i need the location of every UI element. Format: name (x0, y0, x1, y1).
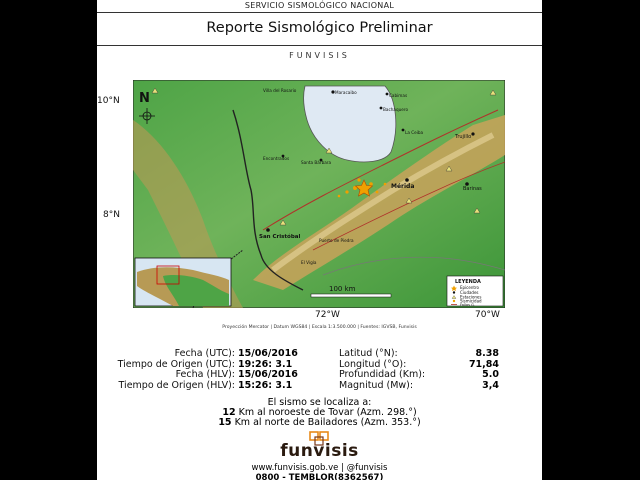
place-label: Encontrados (263, 156, 290, 161)
info-label: Latitud (°N): (339, 348, 398, 359)
scale-label: 100 km (329, 285, 356, 293)
place-label: Cabimas (389, 93, 408, 98)
report-title: Reporte Sismológico Preliminar (206, 20, 433, 36)
header-rule-top (97, 12, 542, 13)
info-label: Fecha (HLV): (175, 369, 235, 380)
info-row (339, 381, 539, 392)
location-heading: El sismo se localiza a: (267, 397, 372, 408)
location-text: Km al noroeste de Tovar (Azm. 298.°) (238, 407, 417, 418)
info-row (105, 349, 310, 360)
info-value: 8.38 (475, 348, 499, 359)
event-parameters (339, 349, 539, 391)
info-label: Profundidad (Km): (339, 369, 426, 380)
info-label: Tiempo de Origen (HLV): (118, 379, 235, 391)
location-distance: 12 (222, 407, 236, 418)
place-label: El Vigía (301, 260, 317, 265)
place-label: San Cristóbal (259, 234, 301, 240)
info-value: 3,4 (482, 379, 499, 391)
event-times (105, 349, 310, 391)
lon-label-72w: 72°W (315, 310, 340, 320)
info-row (339, 370, 539, 381)
place-label: Puerto de Piedra (319, 238, 354, 243)
location-text: Km al norte de Bailadores (Azm. 353.°) (234, 417, 421, 428)
place-label: Villa del Rosario (263, 88, 297, 93)
info-value: 5.0 (482, 369, 499, 380)
agency-header: SERVICIO SISMOLÓGICO NACIONAL (244, 1, 395, 10)
location-line (97, 417, 542, 428)
info-row (105, 370, 310, 381)
contact-web[interactable]: www.funvisis.gob.ve | @funvisis (251, 463, 388, 473)
legend-title: LEYENDA (455, 279, 481, 285)
info-value: 71,84 (468, 358, 499, 370)
place-label: Maracaibo (335, 90, 357, 95)
place-label: Trujillo (455, 134, 472, 140)
place-label: Bachaquero (383, 107, 409, 112)
info-row (105, 381, 310, 392)
info-label: Magnitud (Mw): (339, 379, 414, 391)
organization-name: FUNVISIS (289, 51, 350, 60)
info-value: 15:26: 3.1 (238, 379, 293, 391)
legend-stations: Estaciones (460, 294, 482, 300)
legend-epicenter: Epicentro (460, 285, 479, 290)
info-row (339, 349, 539, 360)
header-rule-bottom (97, 45, 542, 46)
contact-phone: 0800 - TEMBLOR(8362567) (255, 473, 384, 480)
info-label: Longitud (°O): (339, 358, 407, 370)
location-distance: 15 (218, 417, 232, 428)
north-letter: N (139, 91, 150, 106)
inset-map (135, 258, 231, 306)
map-credit: Proyección Mercator | Datum WGS84 | Escala 1:3.500.000 | Fuentes: IGVSB, Funvisis (222, 325, 417, 330)
logo-wordmark: funvisis (280, 441, 359, 461)
seismic-map (97, 80, 505, 320)
place-label: Mérida (391, 183, 415, 190)
lon-label-70w: 70°W (475, 310, 500, 320)
legend-seismicity: Sismicidad (460, 298, 482, 304)
info-value: 19:26: 3.1 (238, 358, 293, 370)
lat-label-8n: 8°N (103, 210, 120, 220)
report-page (97, 0, 542, 480)
place-label: Barinas (463, 186, 482, 192)
place-label: La Ceiba (405, 130, 424, 135)
info-value: 15/06/2016 (238, 348, 298, 359)
legend-faults: Fallas G. (460, 303, 476, 307)
legend-cities: Ciudades (460, 290, 479, 295)
info-label: Tiempo de Origen (UTC): (117, 358, 235, 370)
terrain-map (133, 80, 505, 308)
map-legend (447, 276, 503, 307)
info-label: Fecha (UTC): (174, 348, 235, 359)
info-value: 15/06/2016 (238, 369, 298, 380)
place-label: Santa Bárbara (301, 160, 332, 165)
lat-label-10n: 10°N (97, 96, 120, 106)
